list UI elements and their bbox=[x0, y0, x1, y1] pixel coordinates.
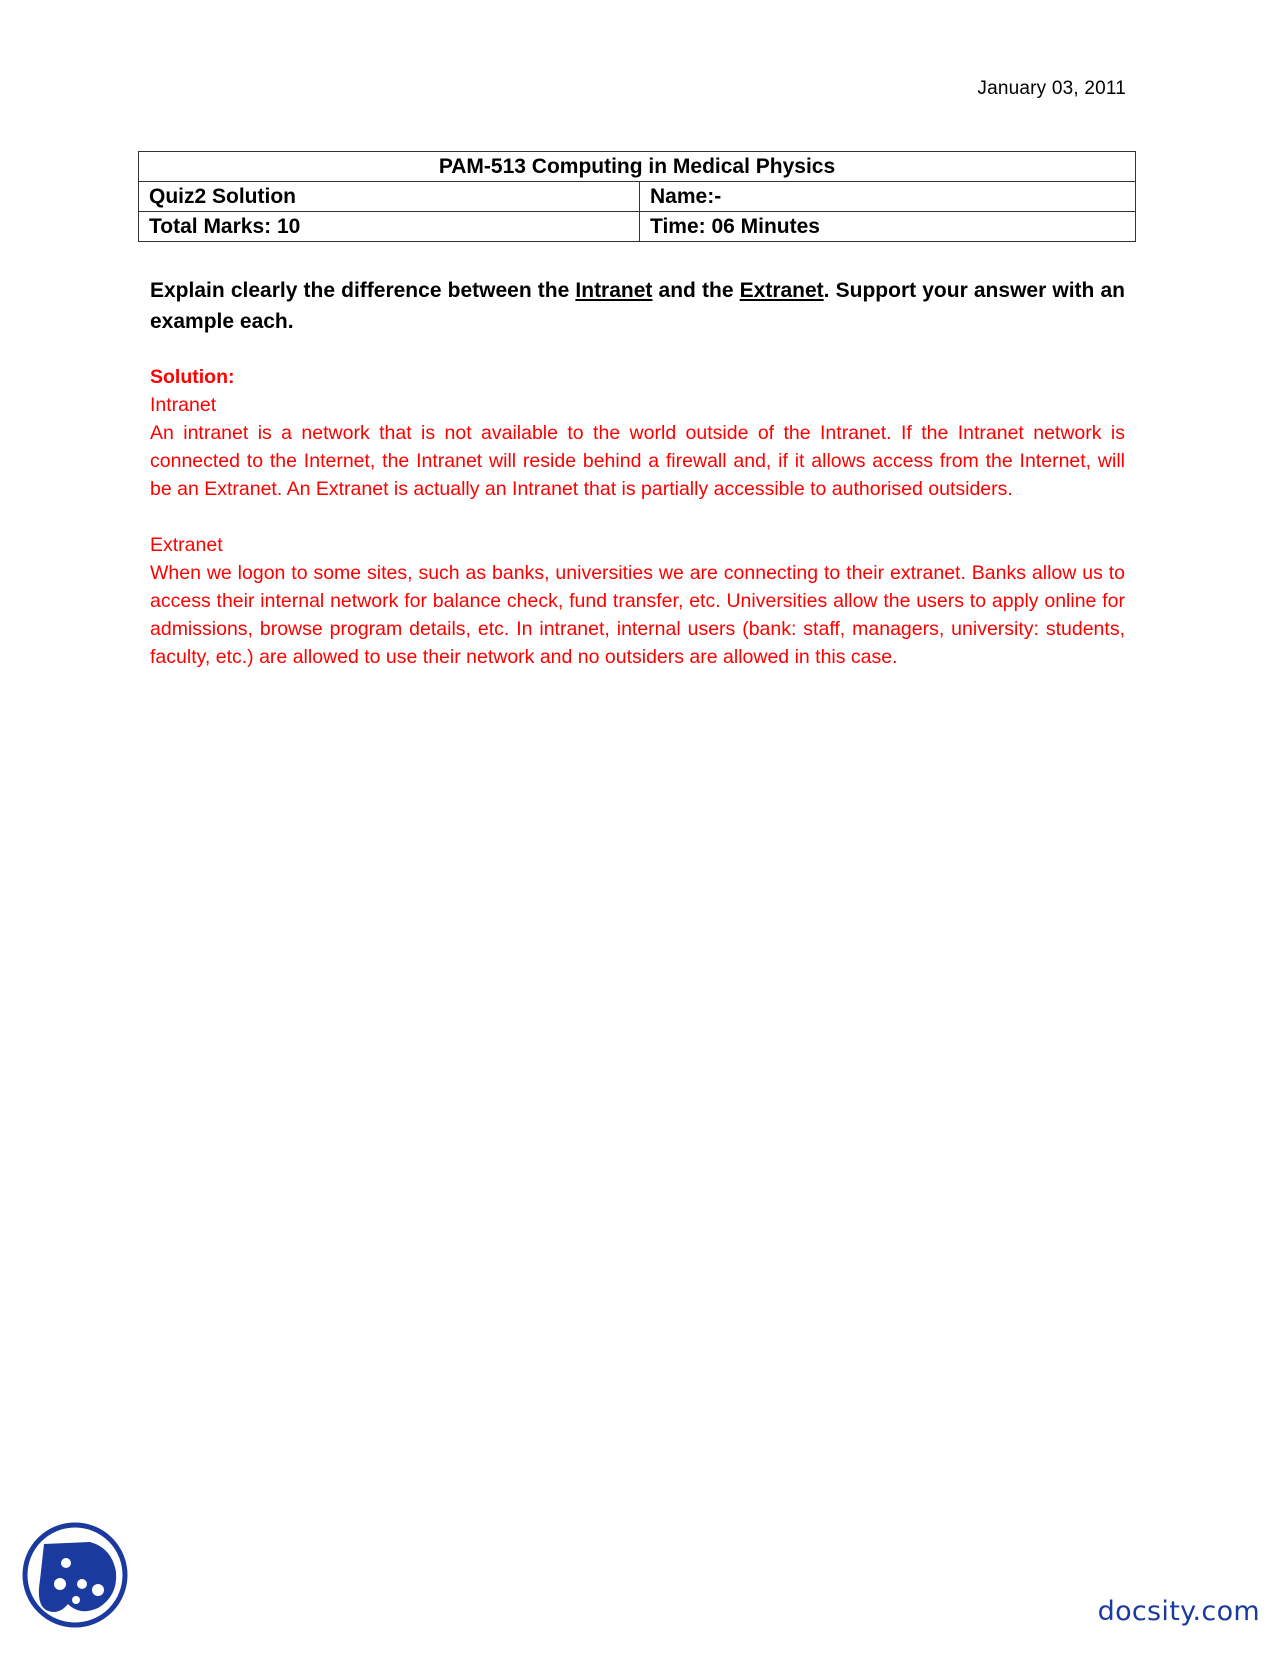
table-row bbox=[139, 212, 1136, 242]
docsity-logo-icon bbox=[20, 1520, 130, 1630]
intranet-title: Intranet bbox=[150, 394, 217, 416]
table-row bbox=[139, 152, 1136, 182]
solution-heading: Solution: bbox=[150, 366, 235, 388]
marks-label: Total Marks: 10 bbox=[139, 212, 640, 242]
question-text bbox=[150, 275, 1125, 337]
name-label: Name:- bbox=[640, 182, 1136, 212]
question-part: Explain clearly the difference between the bbox=[150, 279, 576, 302]
question-part: and the bbox=[652, 279, 740, 302]
extranet-term: Extranet bbox=[739, 279, 824, 302]
course-title: PAM-513 Computing in Medical Physics bbox=[139, 152, 1136, 182]
time-label: Time: 06 Minutes bbox=[640, 212, 1136, 242]
intranet-explanation: An intranet is a network that is not available to the world outside of the Intranet. If the Intranet network is connected to the Internet, the Intranet will reside behind a firewall and, if it allows access from the Internet, will be an Extranet. An Extranet is actually an Intranet that is partially accessible to authorised outsiders. bbox=[150, 422, 1125, 500]
table-row bbox=[139, 182, 1136, 212]
solution-section bbox=[150, 363, 1125, 671]
extranet-title: Extranet bbox=[150, 534, 223, 556]
docsity-brand-link[interactable]: docsity.com bbox=[1097, 1596, 1260, 1627]
document-date: January 03, 2011 bbox=[977, 78, 1126, 99]
question-part: . Support your answer with an example each. bbox=[150, 279, 1125, 333]
course-info-table bbox=[138, 151, 1136, 242]
extranet-explanation: When we logon to some sites, such as banks, universities we are connecting to their extranet. Banks allow us to access their internal network for balance check, fund transfer, etc. Universities allow the users to apply online for admissions, browse program details, etc. In intranet, internal users (bank: staff, managers, university: students, faculty, etc.) are allowed to use their network and no outsiders are allowed in this case. bbox=[150, 562, 1125, 668]
paragraph-spacer bbox=[150, 503, 1125, 531]
quiz-label: Quiz2 Solution bbox=[139, 182, 640, 212]
intranet-term: Intranet bbox=[575, 279, 653, 302]
